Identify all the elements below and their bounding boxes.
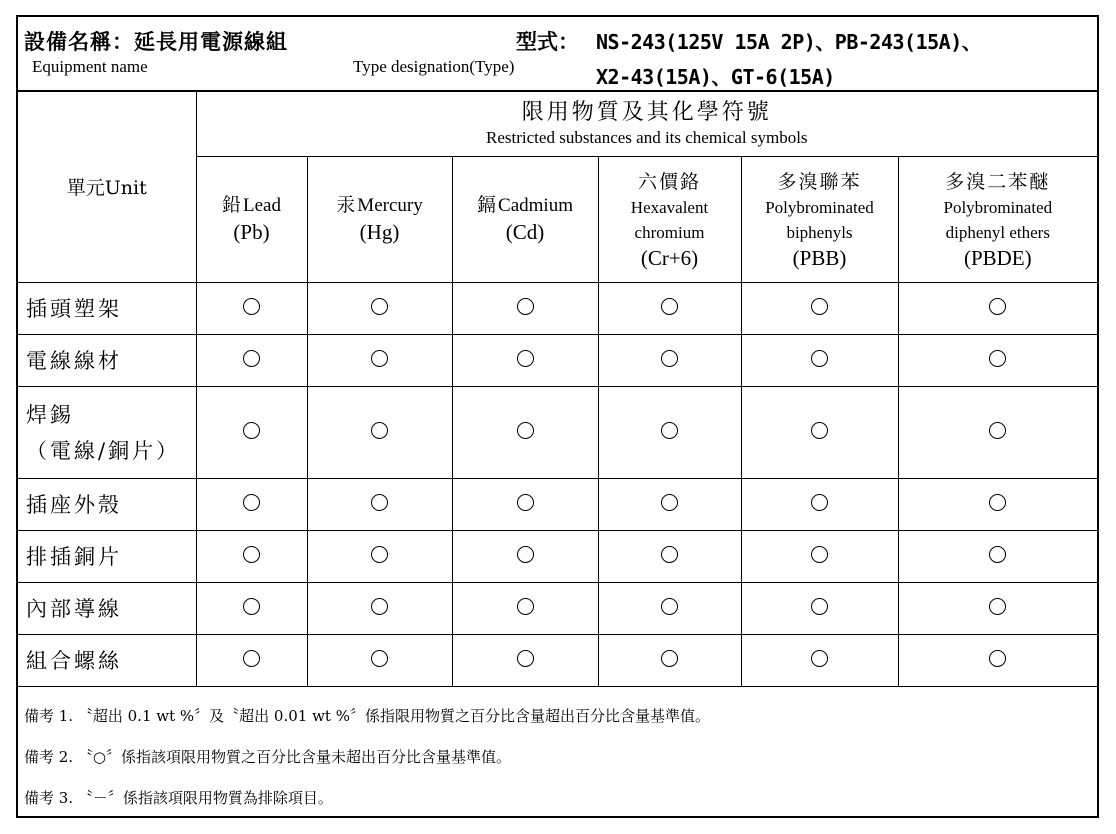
row-label: 電線線材 bbox=[18, 335, 196, 387]
rohs-declaration-sheet bbox=[16, 15, 1099, 818]
restricted-substances-header bbox=[196, 91, 1097, 157]
mark-cell bbox=[196, 335, 307, 387]
circle-mark-icon bbox=[811, 598, 828, 615]
substance-mercury bbox=[307, 157, 452, 283]
substance-cadmium bbox=[452, 157, 598, 283]
note-text: 〝－〞係指該項限用物質為排除項目。 bbox=[77, 789, 333, 807]
row-label: 內部導線 bbox=[18, 583, 196, 635]
mark-cell bbox=[196, 635, 307, 687]
mark-cell bbox=[898, 583, 1097, 635]
substance-en: chromium bbox=[634, 222, 705, 242]
mark-cell bbox=[898, 387, 1097, 479]
circle-mark-icon bbox=[989, 598, 1006, 615]
circle-mark-icon bbox=[243, 598, 260, 615]
restricted-substances-title-en: Restricted substances and its chemical symbols bbox=[486, 127, 808, 147]
mark-cell bbox=[741, 335, 898, 387]
note-text: 〝超出 0.1 wt %〞及〝超出 0.01 wt %〞係指限用物質之百分比含量超出百分比含量基準值。 bbox=[77, 707, 710, 725]
circle-mark-icon bbox=[811, 650, 828, 667]
circle-mark-icon bbox=[661, 598, 678, 615]
table-row bbox=[18, 531, 1097, 583]
substance-en: Polybrominated bbox=[765, 197, 874, 217]
row-label: 插頭塑架 bbox=[18, 283, 196, 335]
mark-cell bbox=[452, 283, 598, 335]
circle-mark-icon bbox=[371, 650, 388, 667]
table-row bbox=[18, 479, 1097, 531]
mark-cell bbox=[898, 479, 1097, 531]
mark-cell bbox=[741, 583, 898, 635]
mark-cell bbox=[452, 635, 598, 687]
circle-mark-icon bbox=[371, 546, 388, 563]
type-value-line2: X2-43(15A)、GT-6(15A) bbox=[596, 65, 835, 89]
row-label: 插座外殼 bbox=[18, 479, 196, 531]
table-row bbox=[18, 635, 1097, 687]
circle-mark-icon bbox=[371, 298, 388, 315]
type-value-line1: NS-243(125V 15A 2P)、PB-243(15A)、 bbox=[596, 30, 982, 54]
mark-cell bbox=[898, 531, 1097, 583]
circle-mark-icon bbox=[517, 298, 534, 315]
mark-cell bbox=[307, 635, 452, 687]
restricted-substances-table bbox=[18, 90, 1097, 687]
circle-mark-icon bbox=[243, 546, 260, 563]
circle-mark-icon bbox=[517, 650, 534, 667]
substance-symbol: (Hg) bbox=[359, 220, 400, 244]
mark-cell bbox=[307, 335, 452, 387]
mark-cell bbox=[196, 387, 307, 479]
circle-mark-icon bbox=[989, 546, 1006, 563]
circle-mark-icon bbox=[989, 650, 1006, 667]
substance-pbde bbox=[898, 157, 1097, 283]
substance-zh: 六價鉻 bbox=[637, 170, 701, 193]
note-text: 〝○〞係指該項限用物質之百分比含量未超出百分比含量基準值。 bbox=[77, 748, 511, 766]
circle-mark-icon bbox=[371, 422, 388, 439]
row-label-line1: 焊錫 bbox=[26, 402, 74, 427]
header-section bbox=[18, 17, 1097, 92]
circle-mark-icon bbox=[989, 350, 1006, 367]
table-row bbox=[18, 283, 1097, 335]
table-row bbox=[18, 387, 1097, 479]
circle-mark-icon bbox=[517, 350, 534, 367]
mark-cell bbox=[452, 387, 598, 479]
mark-cell bbox=[741, 283, 898, 335]
mark-cell bbox=[598, 583, 741, 635]
substance-en: biphenyls bbox=[786, 222, 853, 242]
mark-cell bbox=[196, 283, 307, 335]
note-1 bbox=[24, 705, 710, 726]
substance-en: Lead bbox=[243, 195, 281, 216]
mark-cell bbox=[307, 387, 452, 479]
mark-cell bbox=[307, 583, 452, 635]
substance-symbol: (PBB) bbox=[792, 245, 847, 270]
substance-zh: 汞 bbox=[336, 194, 358, 216]
substance-zh: 多溴聯苯 bbox=[777, 170, 862, 193]
substance-en: Hexavalent bbox=[630, 197, 709, 217]
mark-cell bbox=[741, 387, 898, 479]
substance-hexavalent-chromium bbox=[598, 157, 741, 283]
circle-mark-icon bbox=[371, 350, 388, 367]
substance-en: Mercury bbox=[357, 195, 423, 216]
mark-cell bbox=[598, 531, 741, 583]
circle-mark-icon bbox=[811, 546, 828, 563]
circle-mark-icon bbox=[661, 650, 678, 667]
row-label: 排插銅片 bbox=[18, 531, 196, 583]
circle-mark-icon bbox=[517, 546, 534, 563]
substance-zh: 鉛 bbox=[222, 194, 244, 216]
circle-mark-icon bbox=[517, 598, 534, 615]
circle-mark-icon bbox=[517, 422, 534, 439]
mark-cell bbox=[598, 335, 741, 387]
unit-header: 單元Unit bbox=[18, 91, 196, 283]
substance-symbol: (Cd) bbox=[505, 220, 545, 244]
table-row bbox=[18, 583, 1097, 635]
substance-en: Polybrominated bbox=[943, 197, 1053, 217]
row-label: 組合螺絲 bbox=[18, 635, 196, 687]
substance-pbb bbox=[741, 157, 898, 283]
table-row bbox=[18, 335, 1097, 387]
mark-cell bbox=[898, 283, 1097, 335]
substance-zh: 多溴二苯醚 bbox=[945, 170, 1051, 193]
substance-lead bbox=[196, 157, 307, 283]
circle-mark-icon bbox=[661, 546, 678, 563]
mark-cell bbox=[741, 531, 898, 583]
mark-cell bbox=[307, 531, 452, 583]
mark-cell bbox=[196, 583, 307, 635]
note-2 bbox=[24, 746, 511, 767]
circle-mark-icon bbox=[661, 422, 678, 439]
substance-symbol: (Cr+6) bbox=[640, 245, 699, 270]
equipment-name-value: 延長用電源線組 bbox=[134, 29, 288, 54]
note-prefix: 備考 1. bbox=[24, 707, 74, 725]
mark-cell bbox=[898, 335, 1097, 387]
mark-cell bbox=[452, 479, 598, 531]
substance-en: Cadmium bbox=[498, 195, 573, 216]
circle-mark-icon bbox=[811, 494, 828, 511]
mark-cell bbox=[598, 387, 741, 479]
circle-mark-icon bbox=[989, 298, 1006, 315]
mark-cell bbox=[741, 479, 898, 531]
substance-en: diphenyl ethers bbox=[945, 222, 1050, 242]
mark-cell bbox=[307, 479, 452, 531]
circle-mark-icon bbox=[243, 350, 260, 367]
equipment-name bbox=[24, 26, 288, 56]
circle-mark-icon bbox=[811, 350, 828, 367]
circle-mark-icon bbox=[989, 422, 1006, 439]
circle-mark-icon bbox=[661, 494, 678, 511]
equipment-name-label-en: Equipment name bbox=[32, 57, 148, 76]
circle-mark-icon bbox=[811, 298, 828, 315]
substance-symbol: (Pb) bbox=[233, 220, 270, 244]
circle-mark-icon bbox=[661, 298, 678, 315]
note-prefix: 備考 3. bbox=[24, 789, 74, 807]
circle-mark-icon bbox=[243, 650, 260, 667]
substance-symbol: (PBDE) bbox=[963, 245, 1032, 270]
mark-cell bbox=[898, 635, 1097, 687]
circle-mark-icon bbox=[371, 598, 388, 615]
type-designation-label-en: Type designation(Type) bbox=[353, 57, 515, 76]
row-label-line2: （電線/銅片） bbox=[26, 438, 181, 463]
mark-cell bbox=[452, 583, 598, 635]
circle-mark-icon bbox=[243, 494, 260, 511]
circle-mark-icon bbox=[661, 350, 678, 367]
mark-cell bbox=[741, 635, 898, 687]
mark-cell bbox=[598, 479, 741, 531]
circle-mark-icon bbox=[243, 298, 260, 315]
circle-mark-icon bbox=[517, 494, 534, 511]
type-label: 型式： bbox=[516, 29, 579, 54]
circle-mark-icon bbox=[243, 422, 260, 439]
mark-cell bbox=[598, 635, 741, 687]
circle-mark-icon bbox=[811, 422, 828, 439]
circle-mark-icon bbox=[989, 494, 1006, 511]
mark-cell bbox=[307, 283, 452, 335]
circle-mark-icon bbox=[371, 494, 388, 511]
restricted-substances-title-zh: 限用物質及其化學符號 bbox=[521, 99, 772, 125]
mark-cell bbox=[196, 531, 307, 583]
equipment-name-label: 設備名稱： bbox=[24, 29, 134, 54]
mark-cell bbox=[452, 335, 598, 387]
mark-cell bbox=[452, 531, 598, 583]
substance-zh: 鎘 bbox=[477, 194, 499, 216]
mark-cell bbox=[598, 283, 741, 335]
row-label bbox=[18, 387, 196, 479]
table-header-row bbox=[18, 91, 1097, 157]
mark-cell bbox=[196, 479, 307, 531]
note-prefix: 備考 2. bbox=[24, 748, 74, 766]
note-3 bbox=[24, 787, 333, 808]
